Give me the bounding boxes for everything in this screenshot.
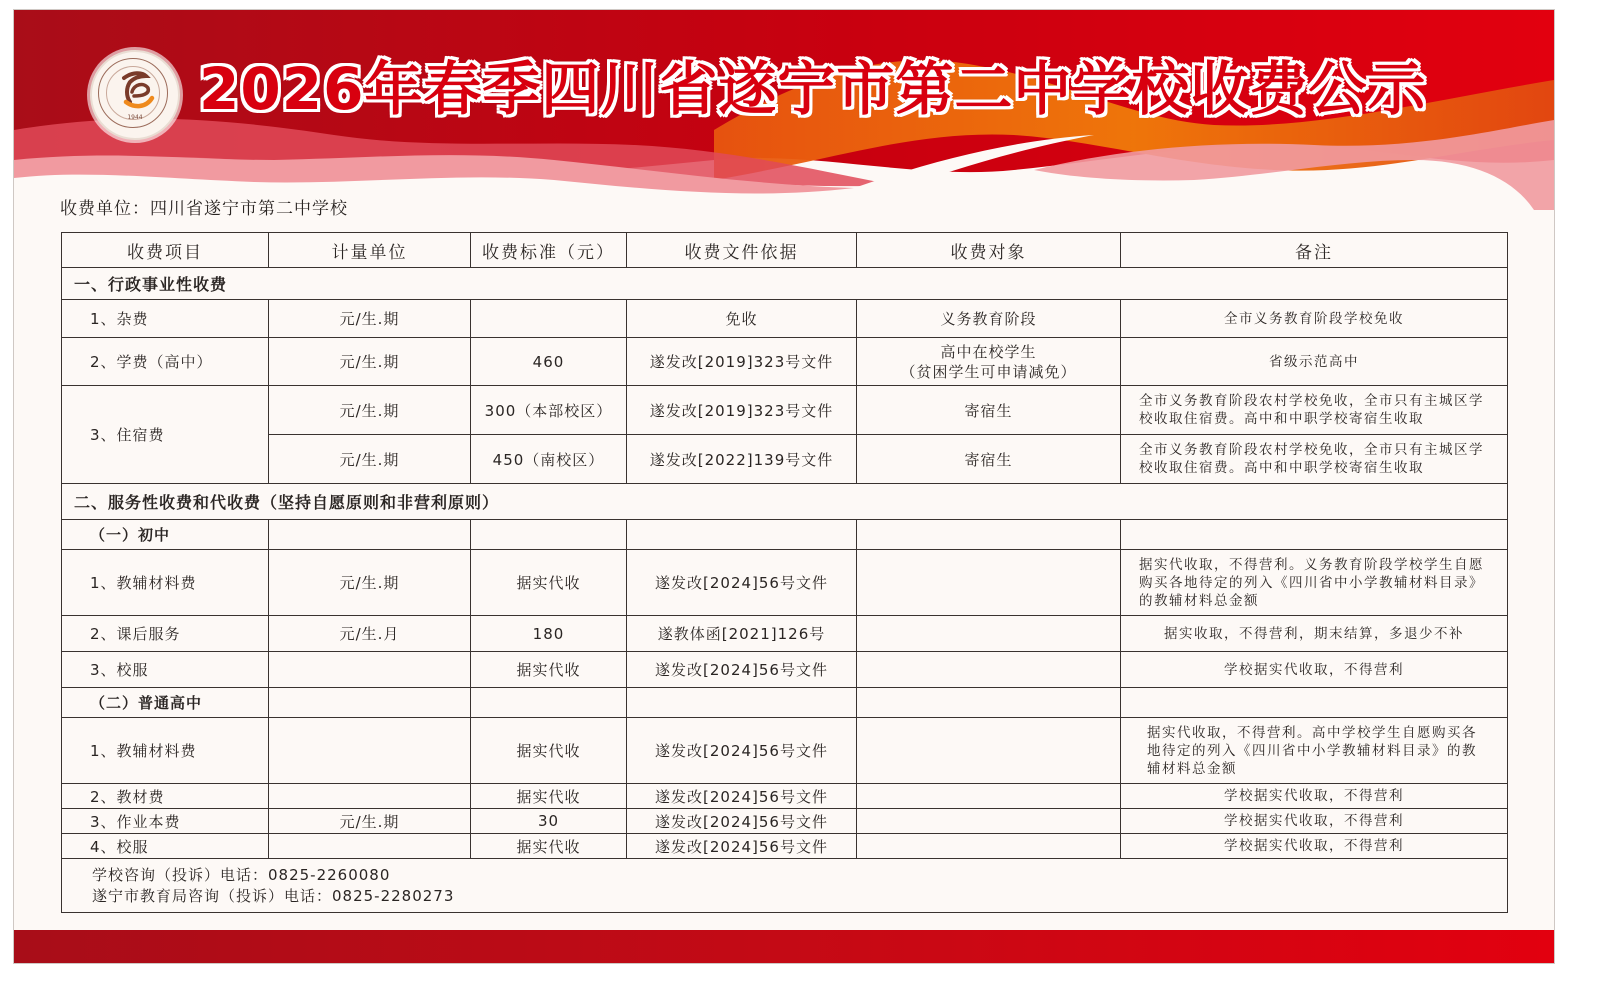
cell-standard: 460	[471, 338, 627, 386]
empty-cell	[471, 520, 627, 550]
cell-note: 据实收取，不得营利，期末结算，多退少不补	[1121, 616, 1508, 652]
empty-cell	[627, 520, 857, 550]
cell-target-line1: 高中在校学生	[940, 342, 1037, 361]
cell-standard: 据实代收	[471, 652, 627, 688]
cell-basis: 遂发改[2024]56号文件	[627, 784, 857, 809]
cell-target: 寄宿生	[857, 386, 1121, 435]
cell-unit	[269, 652, 471, 688]
cell-target: 寄宿生	[857, 435, 1121, 484]
cell-standard: 450（南校区）	[471, 435, 627, 484]
subsection-row	[62, 688, 1508, 718]
table-row	[62, 300, 1508, 338]
school-complaint-phone: 学校咨询（投诉）电话：0825-2260080	[92, 865, 391, 884]
cell-item: 2、教材费	[62, 784, 269, 809]
cell-target	[857, 550, 1121, 616]
empty-cell	[1121, 688, 1508, 718]
cell-unit: 元/生.期	[269, 300, 471, 338]
subsection-row	[62, 520, 1508, 550]
column-header-item: 收费项目	[62, 233, 269, 268]
subsection-title-junior: （一）初中	[62, 520, 269, 550]
cell-item: 4、校服	[62, 834, 269, 859]
contact-info	[62, 859, 1508, 913]
cell-note: 全市义务教育阶段农村学校免收，全市只有主城区学校收取住宿费。高中和中职学校寄宿生收取	[1121, 435, 1508, 484]
cell-target	[857, 718, 1121, 784]
cell-standard: 据实代收	[471, 784, 627, 809]
page-title: 2026年春季四川省遂宁市第二中学校收费公示	[199, 55, 1427, 123]
cell-note: 学校据实代收取，不得营利	[1121, 652, 1508, 688]
cell-target: 义务教育阶段	[857, 300, 1121, 338]
cell-unit: 元/生.月	[269, 616, 471, 652]
fee-unit-label: 收费单位：四川省遂宁市第二中学校	[60, 199, 348, 219]
empty-cell	[857, 688, 1121, 718]
column-header-unit: 计量单位	[269, 233, 471, 268]
cell-item: 2、课后服务	[62, 616, 269, 652]
contact-row	[62, 859, 1508, 913]
cell-target	[857, 784, 1121, 809]
logo-year: 1944	[127, 114, 143, 121]
section-row	[62, 268, 1508, 300]
table-row	[62, 718, 1508, 784]
table-row	[62, 338, 1508, 386]
empty-cell	[269, 688, 471, 718]
school-logo	[90, 50, 180, 140]
cell-standard: 180	[471, 616, 627, 652]
logo-emblem-icon	[114, 68, 158, 112]
cell-target	[857, 338, 1121, 386]
cell-item: 2、学费（高中）	[62, 338, 269, 386]
cell-target	[857, 809, 1121, 834]
cell-basis: 遂发改[2024]56号文件	[627, 834, 857, 859]
table-header-row	[62, 233, 1508, 268]
cell-standard: 300（本部校区）	[471, 386, 627, 435]
table-row	[62, 809, 1508, 834]
subsection-title-senior: （二）普通高中	[62, 688, 269, 718]
cell-unit	[269, 718, 471, 784]
cell-unit: 元/生.期	[269, 338, 471, 386]
cell-item: 3、作业本费	[62, 809, 269, 834]
cell-basis: 遂发改[2024]56号文件	[627, 652, 857, 688]
cell-basis: 遂发改[2024]56号文件	[627, 718, 857, 784]
column-header-target: 收费对象	[857, 233, 1121, 268]
cell-basis: 遂发改[2019]323号文件	[627, 386, 857, 435]
footer-band	[14, 930, 1554, 963]
cell-standard: 30	[471, 809, 627, 834]
cell-item: 1、教辅材料费	[62, 718, 269, 784]
cell-note: 学校据实代收取，不得营利	[1121, 784, 1508, 809]
cell-unit: 元/生.期	[269, 386, 471, 435]
empty-cell	[1121, 520, 1508, 550]
table-row	[62, 834, 1508, 859]
column-header-note: 备注	[1121, 233, 1508, 268]
cell-basis: 遂发改[2022]139号文件	[627, 435, 857, 484]
cell-unit: 元/生.期	[269, 550, 471, 616]
bureau-complaint-phone: 遂宁市教育局咨询（投诉）电话：0825-2280273	[92, 886, 455, 905]
cell-note: 学校据实代收取，不得营利	[1121, 834, 1508, 859]
table-row	[62, 386, 1508, 435]
cell-item: 3、校服	[62, 652, 269, 688]
table-row	[62, 550, 1508, 616]
cell-standard: 据实代收	[471, 718, 627, 784]
cell-target	[857, 834, 1121, 859]
column-header-basis: 收费文件依据	[627, 233, 857, 268]
cell-note: 据实代收取，不得营利。义务教育阶段学校学生自愿购买各地待定的列入《四川省中小学教辅材料目录》的教辅材料总金额	[1121, 550, 1508, 616]
empty-cell	[471, 688, 627, 718]
cell-unit	[269, 784, 471, 809]
section-title-administrative: 一、行政事业性收费	[62, 268, 1508, 300]
cell-target	[857, 616, 1121, 652]
cell-item: 3、住宿费	[62, 386, 269, 484]
cell-basis: 遂发改[2024]56号文件	[627, 809, 857, 834]
cell-unit: 元/生.期	[269, 809, 471, 834]
cell-basis: 遂发改[2019]323号文件	[627, 338, 857, 386]
table-row	[62, 652, 1508, 688]
cell-basis: 免收	[627, 300, 857, 338]
cell-target	[857, 652, 1121, 688]
table-row	[62, 784, 1508, 809]
cell-basis: 遂发改[2024]56号文件	[627, 550, 857, 616]
cell-unit: 元/生.期	[269, 435, 471, 484]
fee-notice-poster	[14, 10, 1554, 963]
empty-cell	[269, 520, 471, 550]
empty-cell	[627, 688, 857, 718]
cell-basis: 遂教体函[2021]126号	[627, 616, 857, 652]
table-row	[62, 435, 1508, 484]
cell-item: 1、教辅材料费	[62, 550, 269, 616]
column-header-standard: 收费标准（元）	[471, 233, 627, 268]
section-row	[62, 484, 1508, 520]
cell-note: 全市义务教育阶段农村学校免收，全市只有主城区学校收取住宿费。高中和中职学校寄宿生收取	[1121, 386, 1508, 435]
cell-note: 全市义务教育阶段学校免收	[1121, 300, 1508, 338]
table-row	[62, 616, 1508, 652]
fee-table	[61, 232, 1508, 913]
cell-unit	[269, 834, 471, 859]
cell-standard: 据实代收	[471, 834, 627, 859]
cell-standard: 据实代收	[471, 550, 627, 616]
cell-note: 省级示范高中	[1121, 338, 1508, 386]
cell-note: 学校据实代收取，不得营利	[1121, 809, 1508, 834]
cell-note: 据实代收取，不得营利。高中学校学生自愿购买各地待定的列入《四川省中小学教辅材料目录》的教辅材料总金额	[1121, 718, 1508, 784]
cell-target-line2: （贫困学生可申请减免）	[900, 362, 1077, 381]
cell-standard	[471, 300, 627, 338]
empty-cell	[857, 520, 1121, 550]
cell-item: 1、杂费	[62, 300, 269, 338]
section-title-service: 二、服务性收费和代收费（坚持自愿原则和非营利原则）	[62, 484, 1508, 520]
